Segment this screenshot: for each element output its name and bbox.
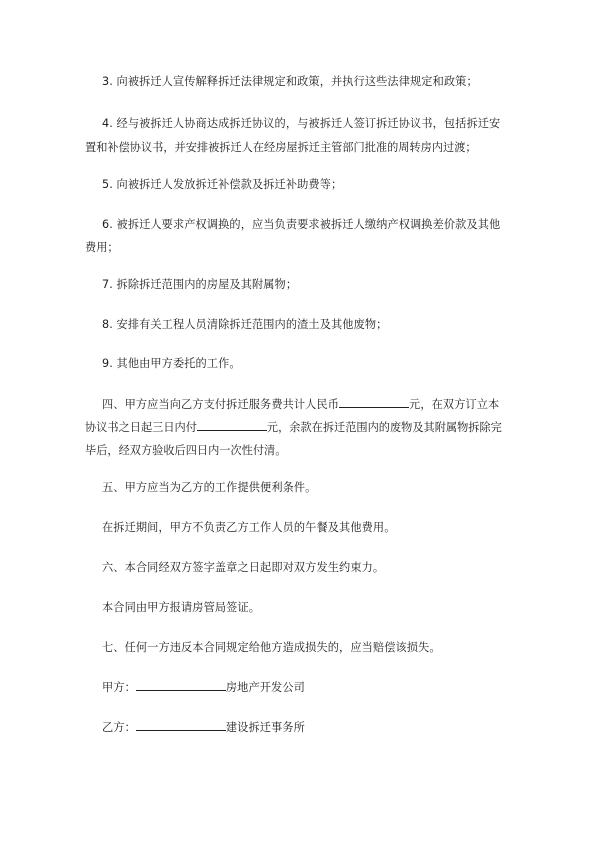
clause-6-note-line: 本合同由甲方报请房管局签证。 <box>102 601 261 614</box>
clause-4-text-b: 元，在双方订立本 <box>409 398 500 411</box>
item-3 <box>102 70 502 94</box>
item-6 <box>102 213 502 237</box>
party-a-name: 房地产开发公司 <box>225 681 305 694</box>
clause-5-line: 五、甲方应当为乙方的工作提供便利条件。 <box>102 481 317 494</box>
party-b-blank[interactable] <box>136 718 226 731</box>
clause-4-line-1 <box>102 393 502 417</box>
party-b <box>102 716 502 740</box>
fee-first-payment-blank[interactable] <box>197 418 267 431</box>
item-3-line-1: 3. 向被拆迁人宣传解释拆迁法律规定和政策，并执行这些法律规定和政策； <box>102 75 478 88</box>
fee-total-blank[interactable] <box>339 395 409 408</box>
party-b-name: 建设拆迁事务所 <box>225 721 305 734</box>
clause-6 <box>102 556 502 580</box>
clause-4-line-3: 毕后，经双方验收后四日内一次性付清。 <box>85 444 287 457</box>
item-5-line-1: 5. 向被拆迁人发放拆迁补偿款及拆迁补助费等； <box>102 178 343 191</box>
item-4 <box>102 112 502 136</box>
item-9-line-1: 9. 其他由甲方委托的工作。 <box>102 357 241 370</box>
item-8-line-1: 8. 安排有关工程人员清除拆迁范围内的渣土及其他废物； <box>102 318 388 331</box>
clause-4-text-c: 协议书之日起三日内付 <box>85 421 197 434</box>
item-5 <box>102 173 502 197</box>
clause-4-text-a: 四、甲方应当向乙方支付拆迁服务费共计人民币 <box>102 398 340 411</box>
clause-6-note <box>102 596 502 620</box>
clause-5 <box>102 476 502 500</box>
party-a <box>102 676 502 700</box>
clause-4 <box>102 393 502 417</box>
item-8 <box>102 313 502 337</box>
item-4-line-1: 4. 经与被拆迁人协商达成拆迁协议的，与被拆迁人签订拆迁协议书，包括拆迁安 <box>102 117 501 130</box>
item-4-line-2: 置和补偿协议书，并安排被拆迁人在经房屋拆迁主管部门批准的周转房内过渡； <box>85 141 477 154</box>
clause-6-line: 六、本合同经双方签字盖章之日起即对双方发生约束力。 <box>102 561 385 574</box>
clause-4-line-2 <box>85 416 502 440</box>
item-6-line-1: 6. 被拆迁人要求产权调换的，应当负责要求被拆迁人缴纳产权调换差价款及其他 <box>102 218 501 231</box>
clause-7 <box>102 636 502 660</box>
clause-7-line: 七、任何一方违反本合同规定给他方造成损失的，应当赔偿该损失。 <box>102 641 441 654</box>
clause-5-note-line: 在拆迁期间，甲方不负责乙方工作人员的午餐及其他费用。 <box>102 521 396 534</box>
item-7-line-1: 7. 拆除拆迁范围内的房屋及其附属物； <box>102 278 298 291</box>
item-7 <box>102 273 502 297</box>
clause-5-note <box>102 516 502 540</box>
clause-4-text-d: 元，余款在拆迁范围内的废物及其附属物拆除完 <box>266 421 502 434</box>
item-9 <box>102 352 502 376</box>
party-b-label: 乙方： <box>102 721 136 734</box>
item-6-line-2: 费用； <box>85 241 119 254</box>
party-a-label: 甲方： <box>102 681 136 694</box>
party-a-blank[interactable] <box>136 678 226 691</box>
